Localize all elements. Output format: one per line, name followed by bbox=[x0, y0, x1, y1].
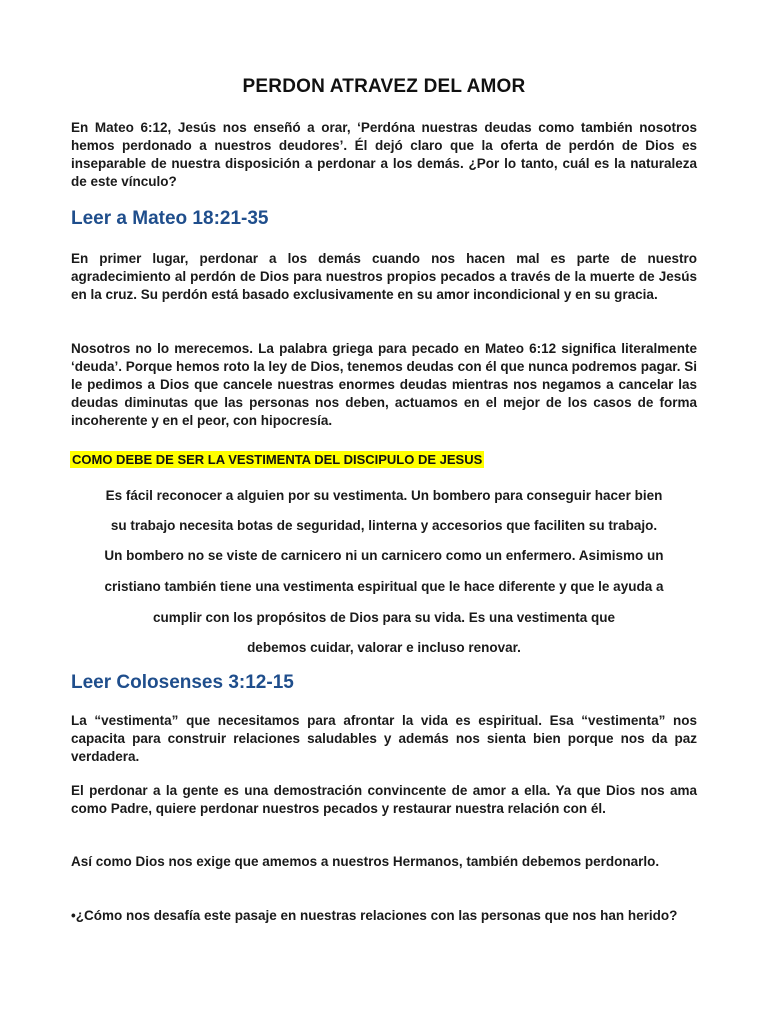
centered-line: Es fácil reconocer a alguien por su vestimenta. Un bombero para conseguir hacer bien bbox=[105, 488, 663, 503]
paragraph-perdonar: El perdonar a la gente es una demostración convincente de amor a ella. Ya que Dios nos ama como Padre, quiere perdonar nuestros pecados y restaurar nuestra relación con él. bbox=[71, 783, 697, 816]
section-heading-colosenses: Leer Colosenses 3:12-15 bbox=[71, 672, 294, 693]
intro-paragraph: En Mateo 6:12, Jesús nos enseñó a orar, ‘Perdóna nuestras deudas como también nosotros hemos perdonado a nuestros deudores’. Él dejó claro que la oferta de perdón de Dios es inseparable de nuestra disposición a perdonar a los demás. ¿Por lo tanto, cuál es la naturaleza de este vínculo? bbox=[71, 120, 697, 189]
centered-line: cumplir con los propósitos de Dios para su vida. Es una vestimenta que bbox=[152, 610, 616, 625]
section-heading-mateo: Leer a Mateo 18:21-35 bbox=[71, 208, 269, 229]
highlighted-heading bbox=[70, 452, 484, 467]
page-title: PERDON ATRAVEZ DEL AMOR bbox=[242, 76, 526, 97]
paragraph-hermanos: Así como Dios nos exige que amemos a nuestros Hermanos, también debemos perdonarlo. bbox=[71, 854, 660, 869]
centered-line: Un bombero no se viste de carnicero ni un carnicero como un enfermero. Asimismo un bbox=[104, 548, 664, 563]
paragraph-gratitude: En primer lugar, perdonar a los demás cuando nos hacen mal es parte de nuestro agradecimiento al perdón de Dios para nuestros propios pecados a través de la muerte de Jesús en la cruz. Su perdón está basado exclusivamente en su amor incondicional y en su gracia. bbox=[71, 251, 697, 302]
highlighted-heading-text: COMO DEBE DE SER LA VESTIMENTA DEL DISCIPULO DE JESUS bbox=[72, 452, 483, 467]
centered-line: cristiano también tiene una vestimenta espiritual que le hace diferente y que le ayuda a bbox=[104, 579, 664, 594]
centered-line: debemos cuidar, valorar e incluso renovar. bbox=[247, 640, 521, 655]
paragraph-debt: Nosotros no lo merecemos. La palabra griega para pecado en Mateo 6:12 significa literalmente ‘deuda’. Porque hemos roto la ley de Dios, tenemos deudas con él que nunca podremos pagar. Si le pedimos a Dios que cancele nuestras enormes deudas mientras nos negamos a cancelar las deudas diminutas que las personas nos deben, actuamos en el mejor de los casos de forma incoherente y en el peor, con hipocresía. bbox=[71, 341, 697, 428]
question-bullet: •¿Cómo nos desafía este pasaje en nuestras relaciones con las personas que nos han herido? bbox=[71, 908, 678, 923]
paragraph-vestimenta: La “vestimenta” que necesitamos para afrontar la vida es espiritual. Esa “vestimenta” nos capacita para construir relaciones saludables y además nos sienta bien porque nos da paz verdadera. bbox=[71, 713, 697, 764]
centered-line: su trabajo necesita botas de seguridad, linterna y accesorios que faciliten su trabajo. bbox=[110, 518, 658, 533]
